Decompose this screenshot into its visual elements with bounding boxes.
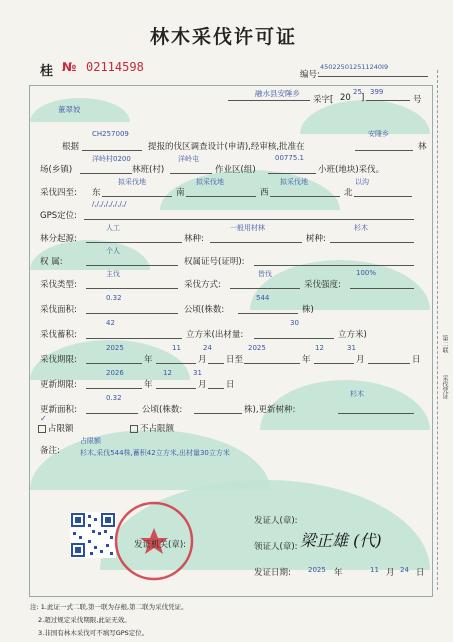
issuer-org-label: 发证机关(章): — [134, 540, 186, 550]
ownership-value: 个人 — [106, 247, 120, 255]
period-d1: 24 — [203, 344, 212, 352]
period-d2: 31 — [347, 344, 356, 352]
species-value: 杉木 — [354, 224, 368, 232]
east-label: 东 — [92, 188, 101, 198]
intensity-value: 100% — [356, 269, 377, 277]
side-name-label: 采伐凭证 — [441, 375, 448, 399]
west-value: 拟采伐地 — [280, 178, 308, 186]
period-m1: 11 — [172, 344, 181, 352]
period-yue1: 月 — [198, 355, 207, 365]
renew-species: 杉木 — [350, 390, 364, 398]
cut-hao: 号 — [413, 95, 422, 105]
chang-label: 场(乡镇) — [40, 165, 73, 175]
quota-option-2-label: 不占限额 — [140, 424, 175, 434]
period-yue2: 月 — [356, 355, 365, 365]
quota-option-1-label: 占限额 — [48, 424, 74, 434]
side-part-label: 第二联 — [441, 335, 448, 353]
tun-value: 洋岭屯 — [178, 155, 199, 163]
period-ri-zhi: 日至 — [226, 355, 244, 365]
issue-date-y: 2025 — [308, 566, 326, 574]
period-m2: 12 — [315, 344, 324, 352]
area-value: 0.32 — [106, 294, 122, 302]
area-end: 株) — [302, 305, 314, 315]
issuer-person-label: 发证人(章): — [254, 516, 298, 526]
area-count: 544 — [256, 294, 270, 302]
south-value: 拟采伐地 — [196, 178, 224, 186]
qr-code — [70, 512, 116, 558]
linban-label: 林班(村) — [132, 165, 165, 175]
east-value: 拟采伐地 — [118, 178, 146, 186]
area-unit: 公顷(株数: — [184, 305, 225, 315]
sentence-a: 根据 — [62, 142, 80, 152]
permit-page: 第二联 采伐凭证 林木采伐许可证 桂 № 02114598 编号: 450225012511240I9 融水县安陲乡 采字[ 20 25 ] 399 号 董翠姣 CH257009 根据 提报的伐区调查设计(申请),经审核,批准在 安陲乡 林 场(乡镇) 洋岭村0200 林班(村) 洋岭屯 作业区(组) 00775.1 小班(地块)采伐。 采伐四至: 东 拟采伐地 南 拟采伐地 西 拟采伐地 北 以沟 GPS定位: /,/,/,/,/,/,/,/ 林分起源: 人工 林种: 一般用材林 树种: 杉木 权 属: 个人 权属证号(证明): 采伐类型: 主伐 采伐方式: 皆伐 采伐强度: 100% 采伐面积: 0.32 公顷(株数: 544 株) 采伐蓄积: 42 立方米(出材量: 30 立方米) 采伐期限: 2025 年 11 月 24 日至 2025 年 12 月 31 日 更新期限: 2026 年 12 月 31 日 更新面积: 0.32 公顷(株数: 株),更新树种: 杉木 占限额 ✓ 不占限额 备注: 占限额 杉木,采伐544株,蓄积42立方米,出材量30立方米 发证人(章): 发证机关(章): 领证人(章): 梁正雄 (代) 发证日期: 2025 年 11 月 24 日 注: 1.此证一式二联,第一联为存根,第二联为采伐凭证。 2.超过规定采伐期限,此证无效。 3.非国有林木采伐可不填写GPS定位。 — [0, 0, 453, 642]
north-label: 北 — [344, 188, 353, 198]
cut-year-b: 25 — [353, 88, 362, 96]
forest-value: 一般用材林 — [230, 224, 265, 232]
renew-area-label: 更新面积: — [40, 405, 77, 415]
area-label: 采伐面积: — [40, 305, 77, 315]
cut-bracket: ] — [361, 93, 365, 103]
ownership-label: 权 属: — [40, 257, 63, 267]
serial-number: 02114598 — [86, 60, 144, 74]
footnote-1: 注: 1.此证一式二联,第一联为存根,第二联为采伐凭证。 — [30, 603, 188, 611]
issue-date-m: 11 — [370, 566, 379, 574]
number-value: 450225012511240I9 — [320, 63, 389, 71]
block-value: 00775.1 — [275, 154, 304, 162]
sentence-b: 提报的伐区调查设计(申请),经审核,批准在 — [148, 142, 305, 152]
issue-date-nian: 年 — [334, 568, 343, 578]
renew-period-d: 31 — [193, 369, 202, 377]
volume-unit: 立方米(出材量: — [186, 330, 244, 340]
renew-period-label: 更新期限: — [40, 380, 77, 390]
forest-label: 林种: — [184, 234, 204, 244]
receiver-signature: 梁正雄 (代) — [300, 531, 382, 550]
west-label: 西 — [260, 188, 269, 198]
south-label: 南 — [176, 188, 185, 198]
footnote-2: 2.超过规定采伐期限,此证无效。 — [38, 616, 131, 624]
period-nian1: 年 — [144, 355, 153, 365]
number-label: 编号: — [300, 70, 320, 80]
receiver-label: 领证人(章): — [254, 542, 298, 552]
serial-prefix: 桂 — [40, 64, 54, 79]
notes-line-2: 杉木,采伐544株,蓄积42立方米,出材量30立方米 — [80, 449, 230, 457]
quota-checkbox-1[interactable] — [38, 425, 46, 433]
renew-period-y: 2026 — [106, 369, 124, 377]
gps-label: GPS定位: — [40, 211, 77, 221]
period-y1: 2025 — [106, 344, 124, 352]
gps-value: /,/,/,/,/,/,/,/ — [92, 200, 127, 208]
issue-date-yue: 月 — [386, 568, 395, 578]
renew-yue: 月 — [198, 380, 207, 390]
intensity-label: 采伐强度: — [304, 280, 341, 290]
species-label: 树种: — [306, 234, 326, 244]
permit-title: 林木采伐许可证 — [150, 26, 298, 48]
renew-nian: 年 — [144, 380, 153, 390]
method-label: 采伐方式: — [184, 280, 221, 290]
cut-number: 399 — [370, 88, 384, 96]
zuoye-label: 作业区(组) — [215, 165, 256, 175]
village-value: 洋岭村0200 — [92, 155, 131, 163]
method-value: 皆伐 — [258, 270, 272, 278]
volume-value: 42 — [106, 319, 115, 327]
issue-date-label: 发证日期: — [254, 568, 291, 578]
design-id: CH257009 — [92, 130, 129, 138]
renew-area-unit: 公顷(株数: — [142, 405, 183, 415]
lin-char: 林 — [418, 142, 427, 152]
cut-type-label: 采伐类型: — [40, 280, 77, 290]
origin-label: 林分起源: — [40, 234, 77, 244]
cut-year-a: 20 — [340, 93, 351, 103]
issue-date-d: 24 — [400, 566, 409, 574]
renew-area-end: 株),更新树种: — [244, 405, 296, 415]
renew-period-m: 12 — [163, 369, 172, 377]
period-label: 采伐期限: — [40, 355, 77, 365]
period-nian2: 年 — [302, 355, 311, 365]
xiaoban-label: 小班(地块)采伐。 — [318, 165, 385, 175]
period-ri: 日 — [412, 355, 421, 365]
serial-no-mark: № — [62, 60, 77, 74]
quota-option-2[interactable] — [130, 422, 174, 434]
applicant-name: 董翠姣 — [58, 105, 81, 114]
township-value: 安陲乡 — [368, 130, 389, 138]
cert-label: 权属证号(证明): — [184, 257, 245, 267]
north-value: 以沟 — [355, 178, 369, 186]
volume-label: 采伐蓄积: — [40, 330, 77, 340]
cut-type-value: 主伐 — [106, 270, 120, 278]
perforation-line — [437, 70, 438, 590]
boundary-label: 采伐四至: — [40, 188, 77, 198]
volume-end: 立方米) — [338, 330, 367, 340]
renew-ri: 日 — [226, 380, 235, 390]
issuer-area: 融水县安陲乡 — [255, 89, 300, 98]
renew-area-value: 0.32 — [106, 394, 122, 402]
notes-label: 备注: — [40, 446, 60, 456]
issue-date-ri: 日 — [416, 568, 425, 578]
cut-word-label: 采字[ — [313, 95, 334, 105]
quota-checkbox-2[interactable] — [130, 425, 138, 433]
origin-value: 人工 — [106, 224, 120, 232]
footnote-3: 3.非国有林木采伐可不填写GPS定位。 — [38, 629, 149, 637]
quota-option-1[interactable] — [38, 422, 74, 434]
period-y2: 2025 — [248, 344, 266, 352]
volume-output: 30 — [290, 319, 299, 327]
notes-line-1: 占限额 — [80, 437, 101, 445]
